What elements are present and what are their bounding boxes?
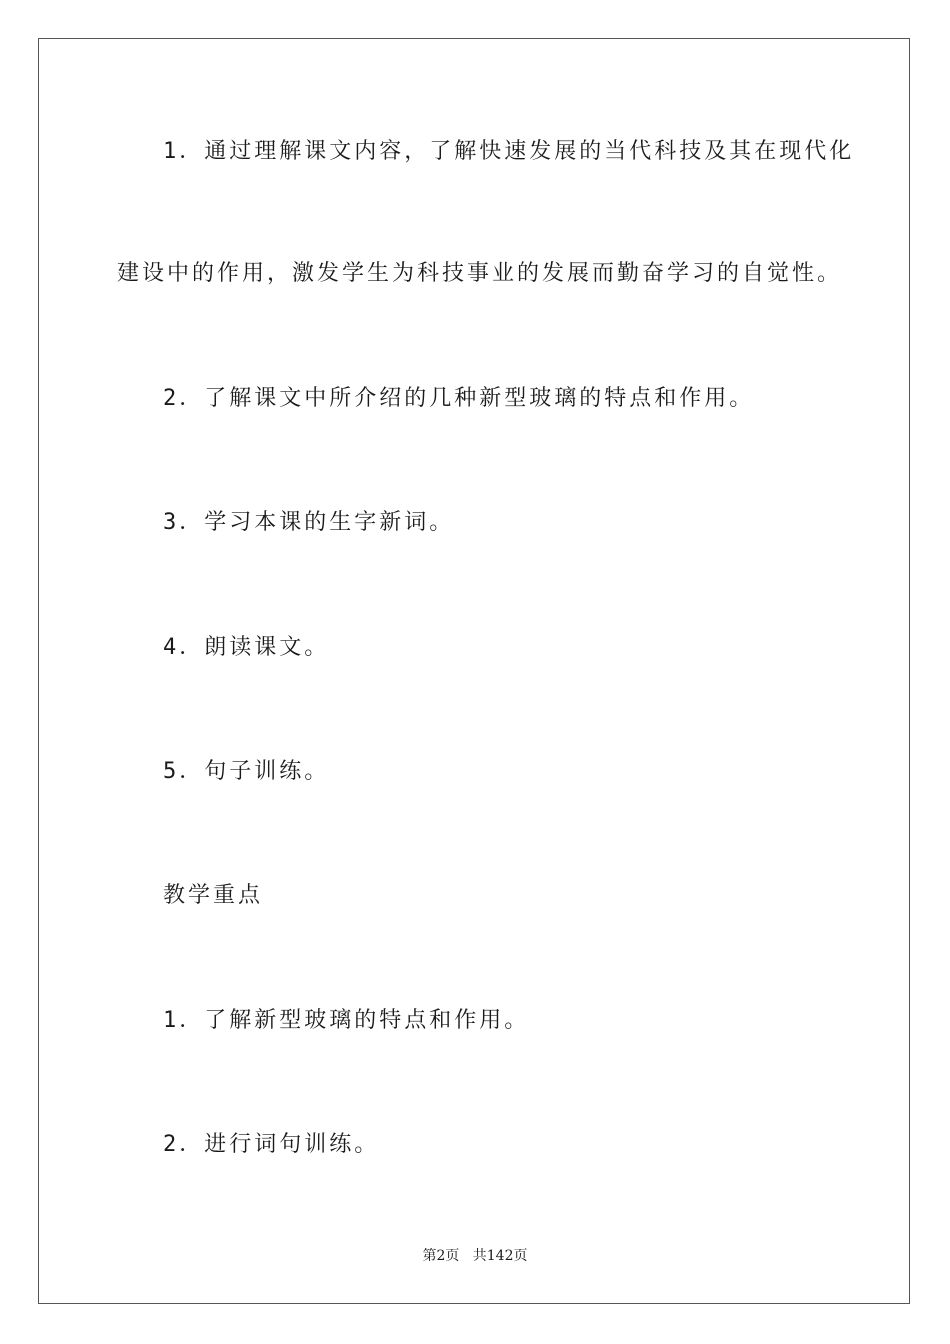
objective-1-line-2: 建设中的作用，激发学生为科技事业的发展而勤奋学习的自觉性。 bbox=[117, 261, 843, 286]
objective-4: 4．朗读课文。 bbox=[163, 635, 330, 660]
objective-2: 2．了解课文中所介绍的几种新型玻璃的特点和作用。 bbox=[163, 386, 755, 411]
page-footer: 第2页 共142页 bbox=[422, 1248, 528, 1264]
objective-1-line-1: 1．通过理解课文内容，了解快速发展的当代科技及其在现代化 bbox=[163, 139, 855, 164]
objective-5: 5．句子训练。 bbox=[163, 759, 330, 784]
section-heading-teaching-focus: 教学重点 bbox=[163, 883, 264, 908]
page-frame bbox=[38, 38, 910, 1304]
focus-item-1: 1．了解新型玻璃的特点和作用。 bbox=[163, 1008, 530, 1033]
objective-3: 3．学习本课的生字新词。 bbox=[163, 510, 455, 535]
focus-item-2: 2．进行词句训练。 bbox=[163, 1132, 380, 1157]
